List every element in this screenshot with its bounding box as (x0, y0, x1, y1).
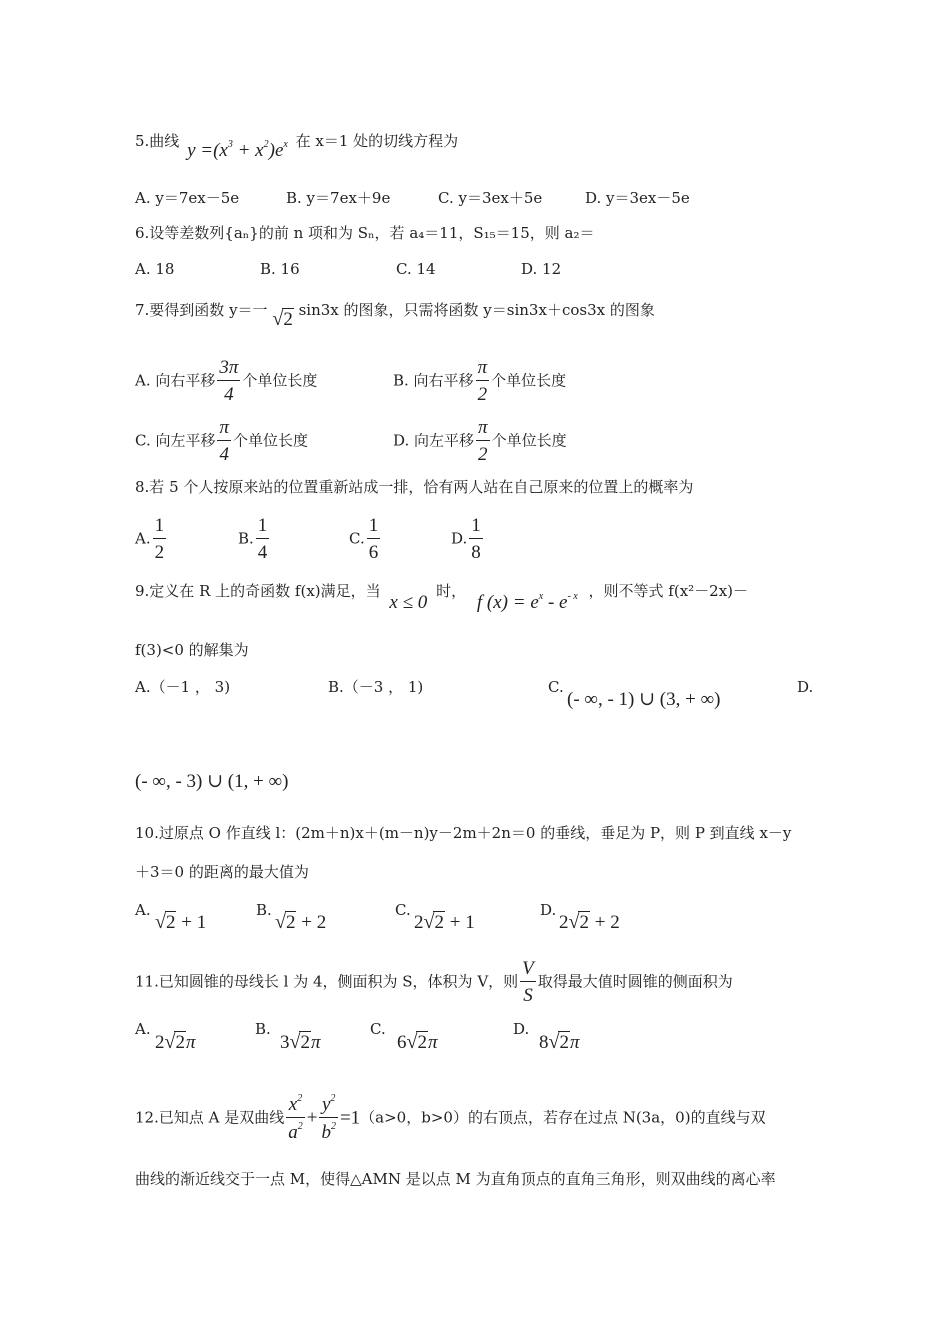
option-suffix: 个单位长度 (491, 431, 567, 450)
q5-stem (135, 130, 459, 161)
fraction: $\frac{\pi}{4}$ (219, 417, 230, 465)
q8-option-a (135, 515, 168, 563)
q8-option-d (451, 515, 485, 563)
q12-eq-rhs: =1 (339, 1107, 361, 1129)
q5-stem-text-2: 在 x＝1 处的切线方程为 (295, 132, 459, 150)
q9-condition: x ≤ 0 (389, 592, 428, 613)
q12-fraction-y: $\frac{y^2}{b^2}$ (321, 1093, 336, 1143)
q11-option-a-label: A. (135, 1020, 151, 1038)
q10-option-c-label: C. (395, 901, 411, 919)
q11-option-c-math: 6√2π (397, 1031, 438, 1053)
fraction: $\frac{1}{8}$ (471, 515, 481, 563)
q10-option-a-label: A. (135, 901, 151, 919)
q11-stem-text-2: 取得最大值时圆锥的侧面积为 (537, 972, 733, 991)
fraction: $\frac{1}{4}$ (257, 515, 268, 563)
q11-option-b-math: 3√2π (280, 1031, 321, 1053)
q11-option-d-math: 8√2π (539, 1031, 580, 1053)
q7-sqrt: √2 (272, 308, 293, 330)
fraction: $\frac{\pi}{2}$ (477, 357, 488, 405)
q7-option-d (393, 417, 567, 465)
option-suffix: 个单位长度 (242, 371, 318, 390)
q9-option-d-label: D. (797, 678, 814, 696)
q7-option-b (393, 357, 566, 405)
q10-option-d-label: D. (540, 901, 557, 919)
q9-option-a: A.（－1 ， 3) (135, 678, 231, 696)
q7-option-c (135, 417, 308, 465)
q5-stem-text: 5.曲线 (135, 132, 180, 150)
q10-option-a-math: √2 + 1 (155, 911, 207, 933)
q7-stem (135, 299, 655, 330)
fraction: $\frac{3\pi}{4}$ (219, 357, 239, 405)
q9-option-c-label: C. (548, 678, 564, 696)
option-prefix: C. 向左平移 (135, 431, 216, 450)
q9-option-c-math: (- ∞, - 1) ∪ (3, + ∞) (567, 689, 721, 710)
q9-option-b: B.（－3 ， 1) (328, 678, 424, 696)
option-prefix: B. 向右平移 (393, 371, 474, 390)
q12-stem-text-2: （a>0，b>0）的右顶点，若存在过点 N(3a，0)的直线与双 (360, 1108, 766, 1127)
q10-option-d-math: 2√2 + 2 (559, 911, 620, 933)
q11-option-b-label: B. (255, 1020, 271, 1038)
q6-option-d: D. 12 (521, 260, 562, 278)
option-label: B. (238, 529, 254, 548)
q9-stem-text: 9.定义在 R 上的奇函数 f(x)满足，当 (135, 582, 381, 600)
q5-option-d: D. y＝3ex－5e (585, 189, 690, 207)
q10-option-b-label: B. (256, 901, 272, 919)
option-prefix: D. 向左平移 (393, 431, 475, 450)
q7-stem-text-2: sin3x 的图象，只需将函数 y＝sin3x＋cos3x 的图象 (298, 301, 655, 319)
q5-option-c: C. y＝3ex＋5e (438, 189, 543, 207)
q9-stem (135, 580, 749, 613)
q11-stem-text: 11.已知圆锥的母线长 l 为 4，侧面积为 S，体积为 V，则 (135, 972, 519, 991)
q5-formula: $y =(x^3 + x^2)e^x$ (187, 139, 288, 161)
q11-option-a-math: 2√2π (155, 1031, 196, 1053)
q6-stem: 6.设等差数列{aₙ}的前 n 项和为 Sₙ，若 a₄＝11，S₁₅＝15，则 a₂＝ (135, 224, 595, 242)
q12-stem (135, 1093, 766, 1143)
q8-stem: 8.若 5 个人按原来站的位置重新站成一排，恰有两人站在自己原来的位置上的概率为 (135, 478, 694, 496)
q12-stem-line2: 曲线的渐近线交于一点 M，使得△AMN 是以点 M 为直角顶点的直角三角形，则双曲线的离心率 (135, 1170, 776, 1188)
q7-stem-text: 7.要得到函数 y＝一 (135, 301, 268, 319)
option-suffix: 个单位长度 (491, 371, 567, 390)
q9-stem-line2: f(3)<0 的解集为 (135, 641, 249, 659)
q12-plus: + (306, 1107, 318, 1129)
option-label: C. (349, 529, 365, 548)
q11-option-c-label: C. (370, 1020, 386, 1038)
q5-option-b: B. y＝7ex＋9e (286, 189, 391, 207)
q10-option-b-math: √2 + 2 (275, 911, 327, 933)
q11-fraction: $\frac{V}{S}$ (522, 958, 534, 1006)
fraction: $\frac{\pi}{2}$ (478, 417, 488, 465)
q8-option-b (238, 515, 271, 563)
q9-stem-text-2: 时， (436, 582, 467, 600)
q10-option-c-math: 2√2 + 1 (414, 911, 475, 933)
fraction: $\frac{1}{6}$ (368, 515, 379, 563)
option-label: D. (451, 529, 468, 548)
q10-stem-line1: 10.过原点 O 作直线 l：(2m＋n)x＋(m－n)y－2m＋2n＝0 的垂线，垂足为 P，则 P 到直线 x－y (135, 824, 792, 842)
q9-option-d-math: (- ∞, - 3) ∪ (1, + ∞) (135, 771, 289, 792)
q9-stem-text-3: ，则不等式 f(x²－2x)－ (588, 582, 749, 600)
q9-function: f $(x) = e^x - e^{- x}$ (476, 591, 578, 613)
q8-option-c (349, 515, 382, 563)
q5-option-a: A. y＝7ex－5e (135, 189, 240, 207)
option-prefix: A. 向右平移 (135, 371, 216, 390)
q6-option-b: B. 16 (260, 260, 300, 278)
q11-stem (135, 958, 733, 1006)
q10-stem-line2: ＋3＝0 的距离的最大值为 (135, 863, 309, 881)
q6-option-c: C. 14 (396, 260, 436, 278)
fraction: $\frac{1}{2}$ (154, 515, 165, 563)
q12-fraction-x: $\frac{x^2}{a^2}$ (288, 1093, 303, 1143)
option-label: A. (135, 529, 151, 548)
q6-option-a: A. 18 (135, 260, 175, 278)
q12-stem-text: 12.已知点 A 是双曲线 (135, 1108, 285, 1127)
q7-option-a (135, 357, 317, 405)
q11-option-d-label: D. (513, 1020, 530, 1038)
option-suffix: 个单位长度 (233, 431, 309, 450)
